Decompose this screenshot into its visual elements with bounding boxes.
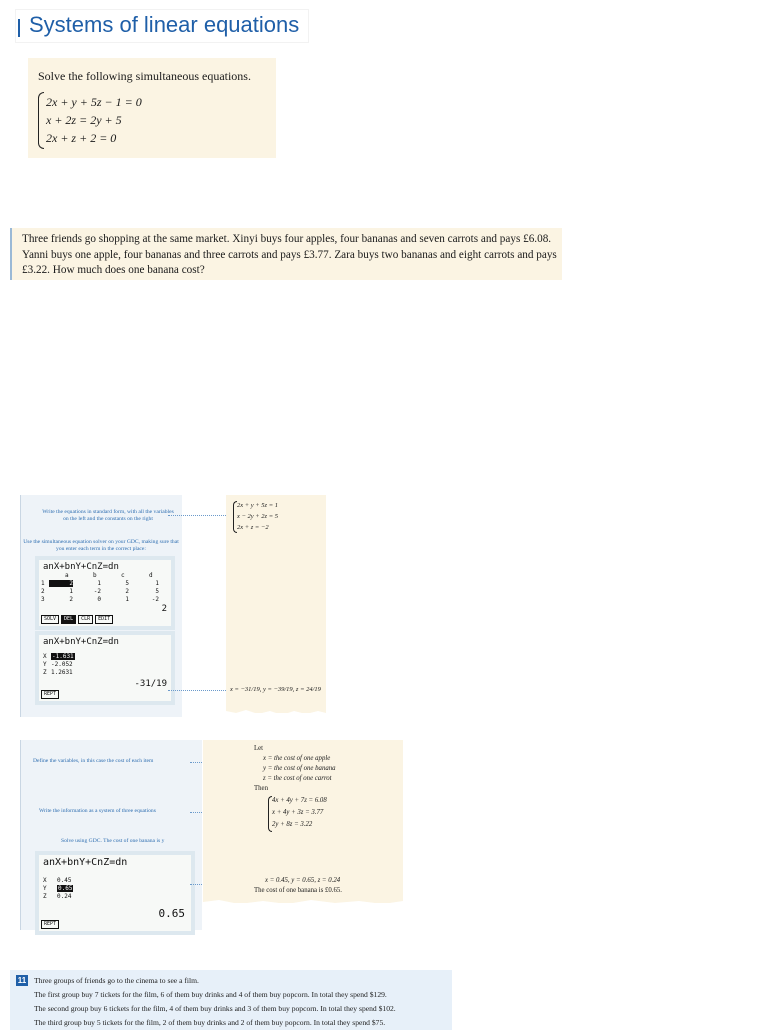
calc-col-label: b [93,572,97,579]
calc-header: anX+bnY+CnZ=dn [43,857,128,868]
variable-definition: x = the cost of one apple [263,755,331,762]
calc-cell-selected: 2 [49,580,73,587]
calc-cell: 1 [155,580,159,587]
calc-row-label: 2 [41,588,45,595]
torn-edge [203,899,403,909]
softkey-rept: REPT [41,690,59,699]
gdc-screen-result [35,631,175,705]
calc-col-label: d [149,572,153,579]
calc-cell: 5 [125,580,129,587]
calc-value-selected: -1.631 [52,653,74,660]
calc-header: anX+bnY+CnZ=dn [43,562,119,572]
problem-2-box [10,228,562,280]
calc-var-label: Z [43,893,47,900]
example-2-solution: x = 0.45, y = 0.65, z = 0.24 [265,877,341,884]
calc-value: 1.2631 [51,669,73,676]
calc-col-label: a [65,572,69,579]
exercise-line: The first group buy 7 tickets for the film, 6 of them buy drinks and 4 of them buy popcorn. In total they spend $129. [34,990,387,999]
note-gdc-solver: Use the simultaneous equation solver on your GDC, making sure that you enter each term in the correct place: [23,539,179,552]
calc-cell: 0 [97,596,101,603]
gdc-screen-input [35,556,175,630]
note-standard-form: Write the equations in standard form, with all the variables on the left and the constants on the right [42,509,174,522]
calc-cell: -2 [93,588,101,595]
note-solve-gdc: Solve using GDC. The cost of one banana is y [61,838,165,844]
standard-equation: x − 2y + 2z = 5 [237,513,278,520]
calc-cell: 1 [125,596,129,603]
leader-line [168,690,230,691]
softkey-rept: REPT [41,920,59,929]
then-label: Then [254,785,268,792]
problem-1-equation: 2x + z + 2 = 0 [46,131,117,145]
calc-value: 0.24 [57,893,72,900]
note-system: Write the information as a system of three equations [39,808,156,814]
calc-var-label: Z [43,669,47,676]
problem-1-box [28,58,276,158]
calc-readout: -31/19 [134,679,167,689]
calc-readout: 2 [161,604,167,614]
calc-var-label: X [43,653,47,660]
calc-row-label: 3 [41,596,45,603]
example-2-notes-column [20,740,202,930]
system-equation: 4x + 4y + 7z = 6.08 [272,797,327,804]
calc-cell: -2 [151,596,159,603]
example-2-answer: The cost of one banana is £0.65. [254,887,342,894]
softkey-solv: SOLV [41,615,59,624]
exercise-11-box [10,970,452,1030]
softkey-clr: CLR [78,615,93,624]
problem-1-equation: 2x + y + 5z − 1 = 0 [46,95,142,109]
system-equation: x + 4y + 3z = 3.77 [272,809,324,816]
calc-softkeys [41,615,113,624]
calc-header: anX+bnY+CnZ=dn [43,637,119,647]
torn-edge [226,709,326,719]
calc-cell: 1 [97,580,101,587]
system-equation: 2y + 8z = 3.22 [272,821,313,828]
problem-1-intro: Solve the following simultaneous equations. [38,69,251,83]
exercise-line: The second group buy 6 tickets for the film, 4 of them buy drinks and 3 of them buy popcorn. In total they spend $102. [34,1004,396,1013]
calc-softkeys [41,690,59,699]
variable-definition: y = the cost of one banana [263,765,336,772]
softkey-del: DEL [61,615,76,624]
equation-brace [38,92,44,149]
calc-value: 0.45 [57,877,72,884]
calc-var-label: X [43,877,47,884]
example-1-working-column [226,495,326,713]
gdc-screen-banana [35,851,195,935]
note-define-variables: Define the variables, in this case the cost of each item [33,758,154,764]
calc-value-selected: 0.65 [58,885,73,892]
calc-col-label: c [121,572,125,579]
leader-line [168,515,230,516]
variable-definition: z = the cost of one carrot [263,775,332,782]
standard-equation: 2x + y + 5z = 1 [237,502,278,509]
calc-readout: 0.65 [158,907,185,920]
exercise-number-badge: 11 [17,976,27,985]
heading-accent-bar [18,19,20,37]
let-label: Let [254,745,264,752]
problem-1-equation: x + 2z = 2y + 5 [46,113,122,127]
example-1-notes-column [20,495,182,717]
softkey-edit: EDIT [95,615,113,624]
calc-value: -2.052 [51,661,73,668]
example-1-solution: x = −31/19, y = −39/19, z = 24/19 [230,686,321,693]
exercise-line: Three groups of friends go to the cinema to see a film. [34,976,199,985]
calc-var-label: Y [43,661,47,668]
problem-2-text: Three friends go shopping at the same market. Xinyi buys four apples, four bananas and seven carrots and pays £6.08. Yanni buys one apple, four bananas and three carrots and pays £3.77. Zara buys two bananas and eight carrots and pays £3.22. How much does one banana cost? [22,233,557,276]
example-2-working-column [203,740,403,903]
calc-cell: 2 [69,596,73,603]
page-title: Systems of linear equations [29,12,300,37]
heading-box [16,10,308,42]
standard-equation: 2x + z = −2 [237,524,269,531]
calc-row-label: 1 [41,580,45,587]
calc-cell: 1 [69,588,73,595]
calc-softkeys [41,920,59,929]
calc-cell: 5 [155,588,159,595]
calc-var-label: Y [43,885,47,892]
exercise-line: The third group buy 5 tickets for the film, 2 of them buy drinks and 2 of them buy popcorn. In total they spend $75. [34,1018,386,1027]
calc-cell: 2 [125,588,129,595]
